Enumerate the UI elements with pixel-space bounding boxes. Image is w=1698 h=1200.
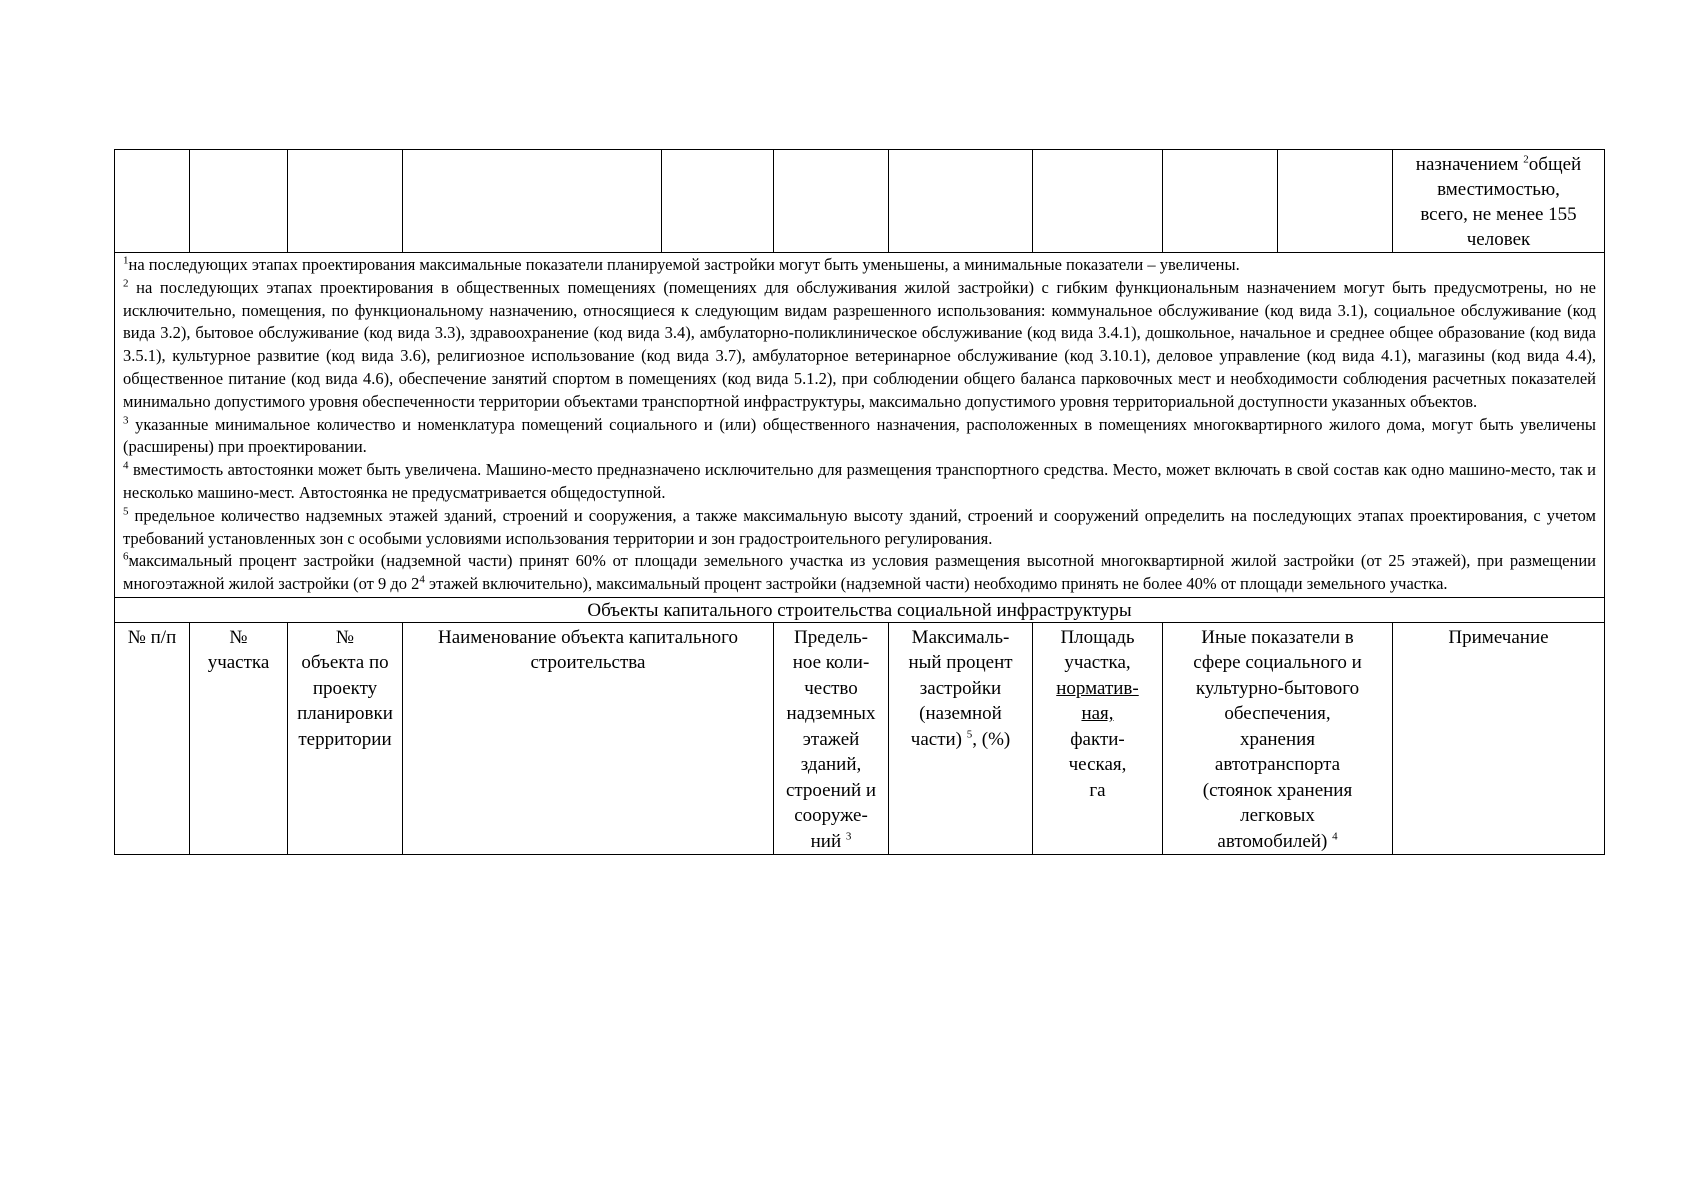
header-name: Наименование объекта капитального строительства (403, 622, 774, 855)
empty-cell (662, 150, 774, 253)
empty-cell (889, 150, 1033, 253)
continuation-row (115, 150, 1605, 253)
empty-cell (1278, 150, 1393, 253)
footnotes-cell (115, 253, 1605, 598)
remark-cell: назначением $^2$общей вместимостью, всего, не менее 155 человек (1393, 150, 1605, 253)
column-header-row (115, 622, 1605, 855)
header-other: Иные показатели в сфере социального и культурно-бытового обеспечения, хранения автотранспорта (стоянок хранения легковых автомобилей) $^4$ (1163, 622, 1393, 855)
section-title: Объекты капитального строительства социальной инфраструктуры (115, 597, 1605, 622)
empty-cell (1163, 150, 1278, 253)
section-title-row (115, 597, 1605, 622)
empty-cell (774, 150, 889, 253)
header-percent: Максималь- ный процент застройки (наземной части) $^5$, (%) (889, 622, 1033, 855)
header-plot: № участка (190, 622, 288, 855)
empty-cell (288, 150, 403, 253)
header-object: № объекта по проекту планировки территории (288, 622, 403, 855)
footnote-3: $^3$ указанные минимальное количество и номенклатура помещений социального и (или) общественного назначения, расположенных в помещениях многоквартирного жилого дома, могут быть увеличены (расширены) при проектировании. (123, 414, 1596, 457)
footnote-6: $^6$максимальный процент застройки (надземной части) принят 60% от площади земельного участка из условия размещения высотной многоквартирной жилой застройки (от 25 этажей), при размещении многоэтажной жилой застройки (от 9 до $2^4$ этажей включительно), максимальный процент застройки (надземной части) необходимо принять не более 40% от площади земельного участка. (123, 550, 1596, 594)
empty-cell (403, 150, 662, 253)
footnote-2: $^2$ на последующих этапах проектирования в общественных помещениях (помещениях для обслуживания жилой застройки) с гибким функциональным назначением могут быть предусмотрены, но не исключительно, помещения, по функциональному назначению, относящиеся к следующим видам разрешенного использования: коммунальное обслуживание (код вида 3.1), социальное обслуживание (код вида 3.2), бытовое обслуживание (код вида 3.3), здравоохранение (код вида 3.4), амбулаторно-поликлиническое обслуживание (код вида 3.4.1), дошкольное, начальное и среднее общее образование (код вида 3.5.1), культурное развитие (код вида 3.6), религиозное использование (код вида 3.7), амбулаторное ветеринарное обслуживание (код 3.10.1), деловое управление (код вида 4.1), магазины (код вида 4.4), общественное питание (код вида 4.6), обеспечение занятий спортом в помещениях (код вида 5.1.2), при соблюдении общего баланса парковочных мест и необходимости соблюдения расчетных показателей минимально допустимого уровня обеспеченности территории объектами транспортной инфраструктуры, максимально допустимого уровня территориальной доступности указанных объектов. (123, 277, 1597, 411)
footnotes-row (115, 253, 1605, 598)
empty-cell (1033, 150, 1163, 253)
empty-cell (115, 150, 190, 253)
header-num: № п/п (115, 622, 190, 855)
header-area: Площадь участка, норматив- ная, факти- ческая, га (1033, 622, 1163, 855)
footnote-4: $^4$ вместимость автостоянки может быть увеличена. Машино-место предназначено исключительно для размещения транспортного средства. Место, может включать в свой состав как одно машино-место, так и несколько машино-мест. Автостоянка не предусматривается общедоступной. (123, 459, 1596, 502)
empty-cell (190, 150, 288, 253)
footnote-1: $^1$на последующих этапах проектирования максимальные показатели планируемой застройки могут быть уменьшены, а минимальные показатели – увеличены. (123, 254, 1240, 274)
header-floors: Предель- ное коли- чество надземных этажей зданий, строений и сооруже- ний $^3$ (774, 622, 889, 855)
header-note: Примечание (1393, 622, 1605, 855)
indicators-table (114, 149, 1605, 855)
footnote-5: $^5$ предельное количество надземных этажей зданий, строений и сооружения, а также максимальную высоту зданий, строений и сооружений определить на последующих этапах проектирования, с учетом требований установленных зон с особыми условиями использования территории и зон градостроительного регулирования. (123, 505, 1596, 548)
document-sheet (114, 149, 1604, 855)
